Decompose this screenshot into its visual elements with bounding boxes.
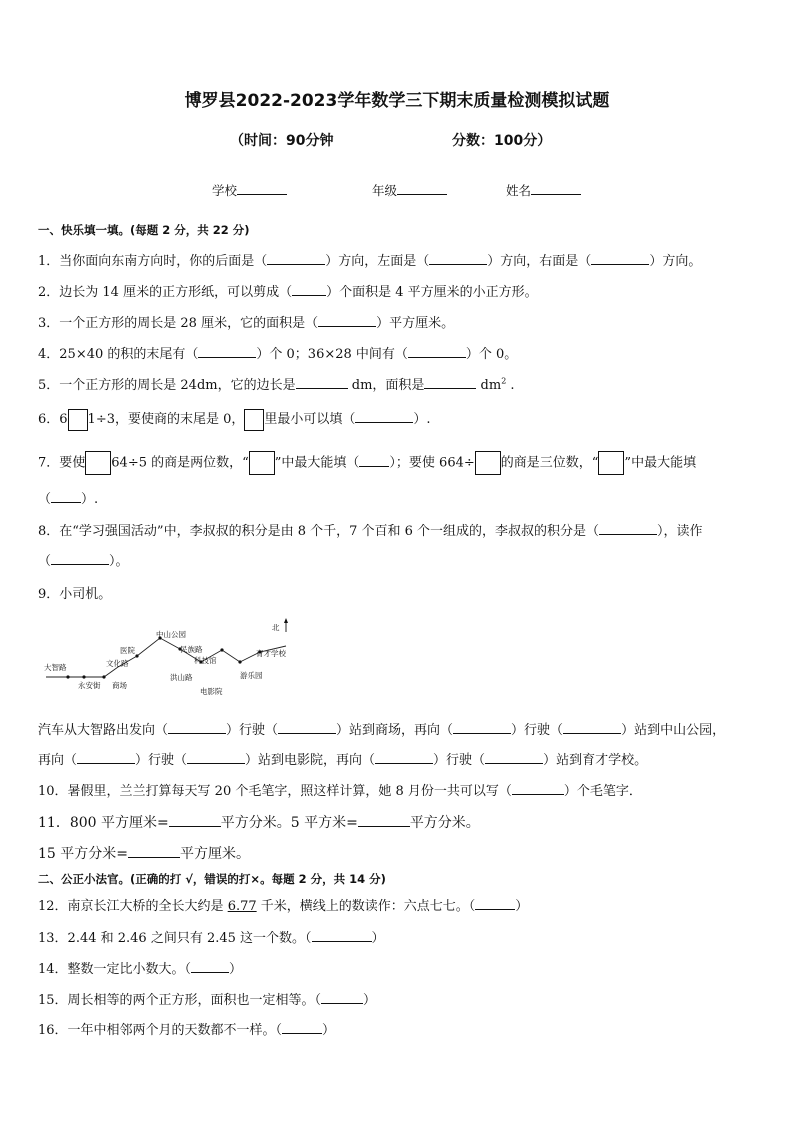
q8-text: 8．在“学习强国活动”中，李叔叔的积分是由 8 个千，7 个百和 6 个一组成的，李叔叔的积分是（ (38, 524, 600, 539)
q1-text: 1．当你面向东南方向时，你的后面是（ (38, 254, 268, 269)
q6-text: 1÷3，要使商的末尾是 0， (87, 412, 245, 427)
q4-text: 4．25×40 的积的末尾有（ (38, 347, 199, 362)
q9-text: ）站到中山公园， (621, 723, 726, 738)
grade-label: 年级 (372, 183, 398, 198)
q7-text: （ (38, 492, 52, 507)
q13-blank (312, 929, 372, 942)
q1-text: ）方向。 (649, 254, 702, 269)
question-15 (38, 989, 376, 1008)
q3-blank (318, 314, 376, 327)
q8-blank-2 (51, 552, 109, 565)
q13-text: 13．2.44 和 2.46 之间只有 2.45 这一个数。（ (38, 931, 312, 946)
q7-box-2 (249, 451, 275, 475)
score-label: 分数：100分） (452, 133, 552, 149)
q14-text: 14．整数一定比小数大。（ (38, 962, 192, 977)
q7-text: ”中最大能填 (624, 455, 697, 471)
q6-box-1 (68, 409, 88, 431)
q1-blank-3 (591, 252, 649, 265)
q9-blank (375, 751, 433, 764)
route-stops (66, 636, 261, 678)
q9-blank (485, 751, 543, 764)
q6-text: 里最小可以填（ (264, 412, 356, 427)
q11-blank-2 (358, 814, 410, 827)
question-11-cont (38, 843, 250, 863)
north-arrow-head-icon (284, 618, 288, 623)
school-blank (237, 182, 287, 195)
question-9-line-2 (38, 749, 647, 768)
label-youle: 游乐园 (240, 671, 263, 680)
question-7-cont (38, 488, 98, 507)
q4-blank-2 (408, 345, 466, 358)
section-2-heading: 二、公正小法官。(正确的打 √，错误的打×。每题 2 分，共 14 分) (38, 872, 386, 886)
q6-box-2 (244, 409, 264, 431)
q6-blank (355, 410, 413, 423)
stop-dot (82, 675, 85, 678)
q7-box-3 (475, 451, 501, 475)
question-1 (38, 250, 701, 269)
q7-text: ）；要使 664÷ (389, 455, 475, 471)
q11-text: 平方分米。 (409, 815, 480, 831)
q8-text: ）。 (109, 554, 129, 569)
q7-box-1 (85, 451, 111, 475)
school-field (212, 181, 287, 199)
q11-blank-3 (128, 845, 180, 858)
question-5 (38, 374, 515, 393)
label-north: 北 (272, 623, 280, 632)
section-1-heading: 一、快乐填一填。(每题 2 分，共 22 分) (38, 223, 250, 237)
q1-blank-1 (267, 252, 325, 265)
q7-blank-1 (359, 454, 389, 467)
stop-dot (238, 660, 241, 663)
label-keji: 科技馆 (194, 656, 217, 665)
q10-text: ）个毛笔字． (563, 784, 642, 799)
q1-blank-2 (429, 252, 487, 265)
q15-text: 15．周长相等的两个正方形，面积也一定相等。（ (38, 993, 322, 1008)
q5-text: dm (476, 378, 502, 393)
q11-text: 平方厘米。 (180, 846, 250, 862)
label-zhongshan: 中山公园 (156, 630, 186, 639)
q6-text: ）. (413, 412, 431, 427)
q2-text: 2．边长为 14 厘米的正方形纸，可以剪成（ (38, 285, 293, 300)
q9-blank (168, 721, 226, 734)
q9-text: ）行驶（ (433, 753, 486, 768)
q7-box-4 (598, 451, 624, 475)
q7-blank-2 (51, 490, 81, 503)
q7-text: 64÷5 的商是两位数，“ (111, 455, 249, 471)
question-8 (38, 520, 703, 539)
q9-text: ）站到电影院，再向（ (245, 753, 376, 768)
question-8-cont (38, 550, 129, 569)
q5-text: dm，面积是 (347, 378, 425, 393)
label-shangchang: 商场 (112, 681, 127, 690)
q8-blank-1 (599, 522, 657, 535)
q5-superscript: 2 (501, 376, 507, 386)
q13-text: ） (371, 931, 385, 946)
q4-text: ）个 0。 (465, 347, 518, 362)
q9-blank (278, 721, 336, 734)
q6-text: 6．6 (38, 412, 68, 427)
q9-text: 再向（ (38, 753, 78, 768)
question-10 (38, 780, 642, 799)
q2-blank (292, 283, 326, 296)
q4-text: ）个 0；36×28 中间有（ (256, 347, 408, 362)
q14-blank (191, 960, 229, 973)
grade-field (372, 181, 447, 199)
q9-text: ）行驶（ (511, 723, 564, 738)
q4-blank-1 (198, 345, 256, 358)
q8-text: ），读作 (657, 524, 703, 539)
q8-text: （ (38, 554, 52, 569)
q9-text: ）站到商场，再向（ (336, 723, 454, 738)
label-dazhi: 大智路 (44, 663, 67, 672)
q15-text: ） (363, 993, 377, 1008)
q12-blank (475, 897, 515, 910)
question-14 (38, 958, 242, 977)
stop-dot (220, 648, 223, 651)
q3-text: ）平方厘米。 (376, 316, 455, 331)
question-2 (38, 281, 538, 300)
q12-text: ） (515, 899, 529, 914)
q14-text: ） (229, 962, 243, 977)
q9-text: ）行驶（ (226, 723, 279, 738)
q11-text: 平方分米。5 平方米= (220, 815, 358, 831)
q5-text: . (506, 378, 515, 393)
q16-text: 16．一年中相邻两个月的天数都不一样。（ (38, 1023, 283, 1038)
q16-blank (282, 1021, 322, 1034)
question-11 (38, 812, 480, 832)
question-9-line-1 (38, 719, 725, 738)
name-label: 姓名 (506, 183, 532, 198)
question-7 (38, 451, 696, 475)
q9-blank (453, 721, 511, 734)
label-wenhua: 文化路 (106, 659, 129, 668)
stop-dot (66, 675, 69, 678)
school-label: 学校 (212, 183, 238, 198)
label-hongshan: 洪山路 (170, 673, 193, 682)
label-dianying: 电影院 (200, 687, 223, 696)
q12-text: 12．南京长江大桥的全长大约是 (38, 899, 228, 914)
name-blank (531, 182, 581, 195)
name-field (506, 181, 581, 199)
q7-text: 的商是三位数，“ (500, 455, 599, 471)
time-label: （时间：90分钟 (230, 133, 334, 149)
question-13 (38, 927, 385, 946)
q9-text: ）行驶（ (135, 753, 188, 768)
label-minzu: 民族路 (180, 645, 203, 654)
q11-text: 11．800 平方厘米= (38, 815, 169, 831)
q9-blank (563, 721, 621, 734)
question-16 (38, 1019, 335, 1038)
q7-text: ”中最大能填（ (274, 455, 360, 471)
q1-text: ）方向，右面是（ (487, 254, 592, 269)
q15-blank (321, 991, 363, 1004)
q12-text: 千米，横线上的数读作：六点七七。（ (256, 899, 476, 914)
q5-blank-2 (424, 376, 476, 389)
question-4 (38, 343, 517, 362)
label-yiyuan: 医院 (120, 646, 135, 655)
label-yongan: 永安街 (78, 681, 101, 690)
q7-text: 7．要使 (38, 455, 86, 471)
q1-text: ）方向，左面是（ (325, 254, 430, 269)
q9-text: 汽车从大智路出发向（ (38, 723, 169, 738)
route-map (40, 616, 310, 702)
q9-blank (187, 751, 245, 764)
q5-blank-1 (296, 376, 348, 389)
q5-text: 5．一个正方形的周长是 24dm，它的边长是 (38, 378, 296, 393)
q9-blank (77, 751, 135, 764)
q11-blank-1 (169, 814, 221, 827)
stop-dot (102, 675, 105, 678)
q7-text: ）. (81, 492, 99, 507)
question-9-title: 9．小司机。 (38, 587, 112, 602)
q3-text: 3．一个正方形的周长是 28 厘米，它的面积是（ (38, 316, 319, 331)
q16-text: ） (322, 1023, 336, 1038)
grade-blank (397, 182, 447, 195)
question-3 (38, 312, 454, 331)
question-6 (38, 408, 431, 431)
q10-blank (512, 782, 564, 795)
q10-text: 10．暑假里，兰兰打算每天写 20 个毛笔字，照这样计算，她 8 月份一共可以写（ (38, 784, 512, 799)
page-title: 博罗县2022-2023学年数学三下期末质量检测模拟试题 (184, 91, 610, 111)
q2-text: ）个面积是 4 平方厘米的小正方形。 (326, 285, 538, 300)
q9-text: ）站到育才学校。 (543, 753, 648, 768)
q11-text: 15 平方分米= (38, 846, 128, 862)
question-12 (38, 895, 528, 914)
q12-underlined-number: 6.77 (227, 899, 257, 914)
label-yucai: 育才学校 (256, 649, 286, 658)
stop-dot (135, 654, 138, 657)
